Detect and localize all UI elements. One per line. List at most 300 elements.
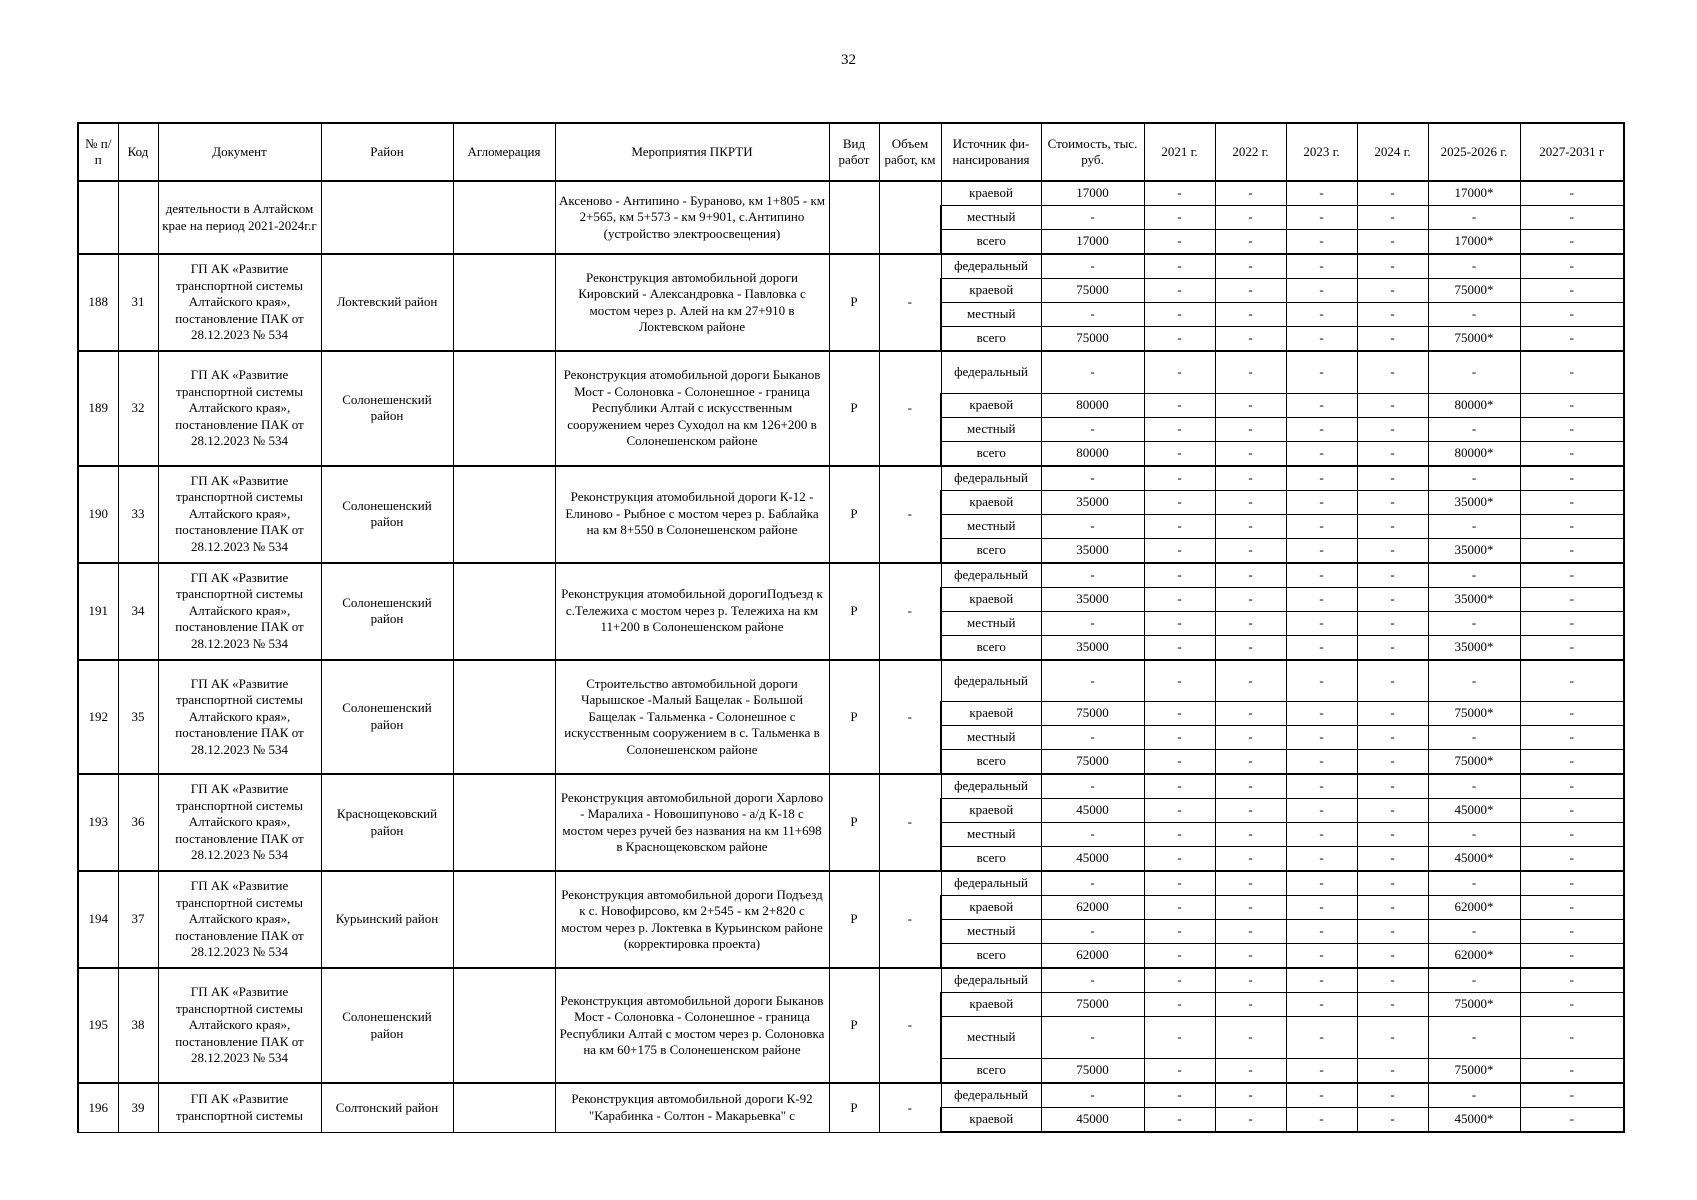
- table-row: [78, 466, 1624, 491]
- year-2022-cell: -: [1215, 750, 1286, 775]
- year-2023-cell: -: [1286, 303, 1357, 327]
- funding-source-cell: федеральный: [941, 1083, 1041, 1108]
- funding-source-cell: всего: [941, 1059, 1041, 1084]
- year-2025-2026-cell: -: [1428, 1017, 1520, 1059]
- column-header: № п/п: [78, 123, 118, 181]
- cost-cell: -: [1041, 303, 1144, 327]
- column-header: 2025-2026 г.: [1428, 123, 1520, 181]
- year-2023-cell: -: [1286, 896, 1357, 920]
- cost-cell: 75000: [1041, 993, 1144, 1017]
- volume-cell: -: [879, 968, 941, 1083]
- year-2025-2026-cell: 62000*: [1428, 944, 1520, 969]
- table-row: [78, 1083, 1624, 1108]
- row-code: 39: [118, 1083, 158, 1132]
- funding-source-cell: краевой: [941, 993, 1041, 1017]
- agglomeration-cell: [453, 254, 555, 351]
- year-2021-cell: -: [1144, 351, 1215, 393]
- table-row: [78, 968, 1624, 993]
- year-2022-cell: -: [1215, 635, 1286, 660]
- measure-cell: Реконструкция атомобильной дорогиПодъезд к с.Тележиха с мостом через р. Тележиха на км 11+200 в Солонешенском районе: [555, 563, 829, 660]
- funding-source-cell: местный: [941, 920, 1041, 944]
- row-number: [78, 181, 118, 254]
- year-2021-cell: -: [1144, 393, 1215, 417]
- year-2023-cell: -: [1286, 1083, 1357, 1108]
- year-2025-2026-cell: -: [1428, 726, 1520, 750]
- year-2024-cell: -: [1357, 1108, 1428, 1133]
- agglomeration-cell: [453, 871, 555, 968]
- row-number: 196: [78, 1083, 118, 1132]
- year-2022-cell: -: [1215, 230, 1286, 255]
- cost-cell: 62000: [1041, 896, 1144, 920]
- year-2024-cell: -: [1357, 303, 1428, 327]
- year-2022-cell: -: [1215, 660, 1286, 702]
- year-2022-cell: -: [1215, 774, 1286, 799]
- agglomeration-cell: [453, 466, 555, 563]
- year-2021-cell: -: [1144, 181, 1215, 206]
- year-2025-2026-cell: -: [1428, 920, 1520, 944]
- row-number: 188: [78, 254, 118, 351]
- year-2021-cell: -: [1144, 847, 1215, 872]
- row-number: 191: [78, 563, 118, 660]
- year-2024-cell: -: [1357, 514, 1428, 538]
- cost-cell: -: [1041, 871, 1144, 896]
- year-2025-2026-cell: -: [1428, 254, 1520, 279]
- year-2023-cell: -: [1286, 660, 1357, 702]
- column-header: Мероприятия ПКРТИ: [555, 123, 829, 181]
- column-header: Вид работ: [829, 123, 879, 181]
- year-2021-cell: -: [1144, 490, 1215, 514]
- year-2024-cell: -: [1357, 1059, 1428, 1084]
- year-2025-2026-cell: -: [1428, 774, 1520, 799]
- cost-cell: -: [1041, 920, 1144, 944]
- year-2025-2026-cell: -: [1428, 206, 1520, 230]
- cost-cell: 45000: [1041, 799, 1144, 823]
- volume-cell: [879, 181, 941, 254]
- year-2022-cell: -: [1215, 490, 1286, 514]
- year-2027-2031-cell: -: [1520, 1108, 1624, 1133]
- year-2027-2031-cell: -: [1520, 660, 1624, 702]
- year-2022-cell: -: [1215, 896, 1286, 920]
- cost-cell: -: [1041, 660, 1144, 702]
- year-2021-cell: -: [1144, 660, 1215, 702]
- table-row: [78, 563, 1624, 588]
- year-2021-cell: -: [1144, 254, 1215, 279]
- year-2027-2031-cell: -: [1520, 514, 1624, 538]
- funding-source-cell: местный: [941, 1017, 1041, 1059]
- row-number: 195: [78, 968, 118, 1083]
- year-2027-2031-cell: -: [1520, 206, 1624, 230]
- funding-source-cell: местный: [941, 206, 1041, 230]
- year-2027-2031-cell: -: [1520, 799, 1624, 823]
- year-2027-2031-cell: -: [1520, 968, 1624, 993]
- year-2024-cell: -: [1357, 230, 1428, 255]
- year-2027-2031-cell: -: [1520, 327, 1624, 352]
- year-2022-cell: -: [1215, 611, 1286, 635]
- year-2023-cell: -: [1286, 181, 1357, 206]
- year-2025-2026-cell: 75000*: [1428, 327, 1520, 352]
- funding-source-cell: краевой: [941, 490, 1041, 514]
- year-2025-2026-cell: -: [1428, 1083, 1520, 1108]
- year-2025-2026-cell: -: [1428, 417, 1520, 441]
- year-2027-2031-cell: -: [1520, 538, 1624, 563]
- year-2025-2026-cell: 75000*: [1428, 750, 1520, 775]
- document-cell: ГП АК «Развитие транспортной системы Алтайского края», постановление ПАК от 28.12.2023 № 534: [158, 660, 321, 775]
- year-2027-2031-cell: -: [1520, 393, 1624, 417]
- year-2023-cell: -: [1286, 847, 1357, 872]
- row-number: 194: [78, 871, 118, 968]
- funding-source-cell: местный: [941, 611, 1041, 635]
- funding-source-cell: федеральный: [941, 871, 1041, 896]
- year-2023-cell: -: [1286, 726, 1357, 750]
- year-2024-cell: -: [1357, 944, 1428, 969]
- funding-source-cell: федеральный: [941, 351, 1041, 393]
- year-2022-cell: -: [1215, 206, 1286, 230]
- agglomeration-cell: [453, 968, 555, 1083]
- cost-cell: 75000: [1041, 750, 1144, 775]
- year-2021-cell: -: [1144, 968, 1215, 993]
- document-cell: ГП АК «Развитие транспортной системы Алтайского края», постановление ПАК от 28.12.2023 № 534: [158, 466, 321, 563]
- year-2022-cell: -: [1215, 993, 1286, 1017]
- year-2021-cell: -: [1144, 587, 1215, 611]
- cost-cell: -: [1041, 514, 1144, 538]
- year-2021-cell: -: [1144, 635, 1215, 660]
- year-2023-cell: -: [1286, 514, 1357, 538]
- year-2023-cell: -: [1286, 351, 1357, 393]
- funding-source-cell: всего: [941, 538, 1041, 563]
- year-2021-cell: -: [1144, 441, 1215, 466]
- year-2023-cell: -: [1286, 968, 1357, 993]
- cost-cell: -: [1041, 563, 1144, 588]
- year-2021-cell: -: [1144, 417, 1215, 441]
- year-2025-2026-cell: 35000*: [1428, 587, 1520, 611]
- agglomeration-cell: [453, 181, 555, 254]
- year-2024-cell: -: [1357, 563, 1428, 588]
- agglomeration-cell: [453, 1083, 555, 1132]
- volume-cell: -: [879, 1083, 941, 1132]
- year-2022-cell: -: [1215, 181, 1286, 206]
- year-2023-cell: -: [1286, 799, 1357, 823]
- year-2021-cell: -: [1144, 920, 1215, 944]
- year-2023-cell: -: [1286, 871, 1357, 896]
- funding-source-cell: федеральный: [941, 660, 1041, 702]
- document-cell: ГП АК «Развитие транспортной системы Алтайского края», постановление ПАК от 28.12.2023 № 534: [158, 871, 321, 968]
- funding-source-cell: местный: [941, 303, 1041, 327]
- cost-cell: -: [1041, 206, 1144, 230]
- year-2027-2031-cell: -: [1520, 1059, 1624, 1084]
- year-2022-cell: -: [1215, 279, 1286, 303]
- year-2023-cell: -: [1286, 750, 1357, 775]
- year-2027-2031-cell: -: [1520, 587, 1624, 611]
- year-2022-cell: -: [1215, 1083, 1286, 1108]
- year-2022-cell: -: [1215, 417, 1286, 441]
- year-2027-2031-cell: -: [1520, 417, 1624, 441]
- funding-source-cell: местный: [941, 417, 1041, 441]
- year-2021-cell: -: [1144, 799, 1215, 823]
- year-2023-cell: -: [1286, 1108, 1357, 1133]
- year-2023-cell: -: [1286, 920, 1357, 944]
- district-cell: [321, 181, 453, 254]
- year-2024-cell: -: [1357, 254, 1428, 279]
- program-table: [77, 122, 1625, 1133]
- funding-source-cell: местный: [941, 514, 1041, 538]
- year-2023-cell: -: [1286, 279, 1357, 303]
- cost-cell: 35000: [1041, 587, 1144, 611]
- measure-cell: Реконструкция автомобильной дороги Кировский - Александровка - Павловка с мостом через р. Алей на км 27+910 в Локтевском районе: [555, 254, 829, 351]
- year-2027-2031-cell: -: [1520, 871, 1624, 896]
- cost-cell: 45000: [1041, 847, 1144, 872]
- year-2027-2031-cell: -: [1520, 181, 1624, 206]
- cost-cell: 17000: [1041, 181, 1144, 206]
- document-cell: деятельности в Алтайском крае на период 2021-2024г.г: [158, 181, 321, 254]
- cost-cell: 45000: [1041, 1108, 1144, 1133]
- year-2024-cell: -: [1357, 774, 1428, 799]
- measure-cell: Реконструкция автомобильной дороги Харлово - Маралиха - Новошипуново - а/д К-18 с мостом через ручей без названия на км 11+698 в Краснощековском районе: [555, 774, 829, 871]
- year-2023-cell: -: [1286, 441, 1357, 466]
- column-header: Источник фи-нансирования: [941, 123, 1041, 181]
- row-number: 192: [78, 660, 118, 775]
- year-2021-cell: -: [1144, 726, 1215, 750]
- year-2024-cell: -: [1357, 490, 1428, 514]
- year-2025-2026-cell: -: [1428, 611, 1520, 635]
- year-2024-cell: -: [1357, 206, 1428, 230]
- year-2023-cell: -: [1286, 702, 1357, 726]
- year-2027-2031-cell: -: [1520, 774, 1624, 799]
- document-cell: ГП АК «Развитие транспортной системы: [158, 1083, 321, 1132]
- year-2024-cell: -: [1357, 327, 1428, 352]
- year-2025-2026-cell: 45000*: [1428, 799, 1520, 823]
- funding-source-cell: федеральный: [941, 774, 1041, 799]
- year-2022-cell: -: [1215, 327, 1286, 352]
- measure-cell: Реконструкция атомобильной дороги Быканов Мост - Солоновка - Солонешное - граница Республики Алтай с искусственным сооружением через Суходол на км 126+200 в Солонешенском районе: [555, 351, 829, 466]
- cost-cell: -: [1041, 968, 1144, 993]
- year-2024-cell: -: [1357, 441, 1428, 466]
- year-2025-2026-cell: 35000*: [1428, 490, 1520, 514]
- funding-source-cell: всего: [941, 230, 1041, 255]
- row-code: 38: [118, 968, 158, 1083]
- row-code: 35: [118, 660, 158, 775]
- funding-source-cell: всего: [941, 750, 1041, 775]
- measure-cell: Реконструкция автомобильной дороги Подъезд к с. Новофирсово, км 2+545 - км 2+820 с мостом через р. Локтевка в Курьинском районе (корректировка проекта): [555, 871, 829, 968]
- year-2021-cell: -: [1144, 538, 1215, 563]
- document-cell: ГП АК «Развитие транспортной системы Алтайского края», постановление ПАК от 28.12.2023 № 534: [158, 351, 321, 466]
- year-2022-cell: -: [1215, 254, 1286, 279]
- column-header: 2027-2031 г: [1520, 123, 1624, 181]
- column-header: Агломерация: [453, 123, 555, 181]
- work-type-cell: Р: [829, 466, 879, 563]
- district-cell: Курьинский район: [321, 871, 453, 968]
- cost-cell: 17000: [1041, 230, 1144, 255]
- table-row: [78, 871, 1624, 896]
- year-2021-cell: -: [1144, 944, 1215, 969]
- row-code: 37: [118, 871, 158, 968]
- document-cell: ГП АК «Развитие транспортной системы Алтайского края», постановление ПАК от 28.12.2023 № 534: [158, 254, 321, 351]
- table-row: [78, 181, 1624, 206]
- year-2024-cell: -: [1357, 660, 1428, 702]
- year-2023-cell: -: [1286, 490, 1357, 514]
- volume-cell: -: [879, 660, 941, 775]
- year-2025-2026-cell: 75000*: [1428, 702, 1520, 726]
- year-2024-cell: -: [1357, 466, 1428, 491]
- year-2027-2031-cell: -: [1520, 279, 1624, 303]
- district-cell: Солонешенский район: [321, 563, 453, 660]
- year-2023-cell: -: [1286, 417, 1357, 441]
- year-2025-2026-cell: -: [1428, 823, 1520, 847]
- year-2025-2026-cell: -: [1428, 871, 1520, 896]
- year-2025-2026-cell: -: [1428, 660, 1520, 702]
- year-2021-cell: -: [1144, 774, 1215, 799]
- measure-cell: Аксеново - Антипино - Бураново, км 1+805 - км 2+565, км 5+573 - км 9+901, с.Антипино (устройство электроосвещения): [555, 181, 829, 254]
- volume-cell: -: [879, 351, 941, 466]
- year-2027-2031-cell: -: [1520, 254, 1624, 279]
- work-type-cell: Р: [829, 1083, 879, 1132]
- year-2027-2031-cell: -: [1520, 303, 1624, 327]
- work-type-cell: Р: [829, 254, 879, 351]
- measure-cell: Реконструкция автомобильной дороги К-92 "Карабинка - Солтон - Макарьевка" с: [555, 1083, 829, 1132]
- year-2023-cell: -: [1286, 993, 1357, 1017]
- year-2024-cell: -: [1357, 538, 1428, 563]
- year-2021-cell: -: [1144, 206, 1215, 230]
- year-2021-cell: -: [1144, 563, 1215, 588]
- year-2024-cell: -: [1357, 417, 1428, 441]
- year-2023-cell: -: [1286, 538, 1357, 563]
- year-2023-cell: -: [1286, 611, 1357, 635]
- year-2025-2026-cell: 75000*: [1428, 279, 1520, 303]
- row-code: 31: [118, 254, 158, 351]
- funding-source-cell: краевой: [941, 587, 1041, 611]
- table-row: [78, 774, 1624, 799]
- year-2022-cell: -: [1215, 303, 1286, 327]
- funding-source-cell: федеральный: [941, 466, 1041, 491]
- row-number: 190: [78, 466, 118, 563]
- funding-source-cell: федеральный: [941, 563, 1041, 588]
- year-2022-cell: -: [1215, 702, 1286, 726]
- column-header: 2024 г.: [1357, 123, 1428, 181]
- year-2023-cell: -: [1286, 587, 1357, 611]
- funding-source-cell: местный: [941, 823, 1041, 847]
- year-2021-cell: -: [1144, 303, 1215, 327]
- year-2024-cell: -: [1357, 968, 1428, 993]
- year-2024-cell: -: [1357, 181, 1428, 206]
- year-2024-cell: -: [1357, 702, 1428, 726]
- year-2027-2031-cell: -: [1520, 1083, 1624, 1108]
- year-2021-cell: -: [1144, 1108, 1215, 1133]
- district-cell: Солонешенский район: [321, 466, 453, 563]
- column-header: 2023 г.: [1286, 123, 1357, 181]
- year-2023-cell: -: [1286, 774, 1357, 799]
- column-header: Документ: [158, 123, 321, 181]
- year-2027-2031-cell: -: [1520, 993, 1624, 1017]
- measure-cell: Реконструкция автомобильной дороги Быканов Мост - Солоновка - Солонешное - граница Республики Алтай с мостом через р. Солоновка на км 60+175 в Солонешенском районе: [555, 968, 829, 1083]
- year-2021-cell: -: [1144, 1059, 1215, 1084]
- year-2023-cell: -: [1286, 823, 1357, 847]
- cost-cell: -: [1041, 417, 1144, 441]
- work-type-cell: Р: [829, 351, 879, 466]
- year-2022-cell: -: [1215, 799, 1286, 823]
- year-2025-2026-cell: -: [1428, 563, 1520, 588]
- row-code: [118, 181, 158, 254]
- table-row: [78, 351, 1624, 393]
- funding-source-cell: всего: [941, 441, 1041, 466]
- year-2024-cell: -: [1357, 587, 1428, 611]
- funding-source-cell: краевой: [941, 279, 1041, 303]
- cost-cell: -: [1041, 351, 1144, 393]
- year-2024-cell: -: [1357, 393, 1428, 417]
- document-cell: ГП АК «Развитие транспортной системы Алтайского края», постановление ПАК от 28.12.2023 № 534: [158, 968, 321, 1083]
- table-body: [78, 181, 1624, 1132]
- year-2022-cell: -: [1215, 514, 1286, 538]
- year-2024-cell: -: [1357, 993, 1428, 1017]
- funding-source-cell: федеральный: [941, 968, 1041, 993]
- funding-source-cell: краевой: [941, 181, 1041, 206]
- row-code: 34: [118, 563, 158, 660]
- document-cell: ГП АК «Развитие транспортной системы Алтайского края», постановление ПАК от 28.12.2023 № 534: [158, 563, 321, 660]
- work-type-cell: Р: [829, 774, 879, 871]
- cost-cell: 80000: [1041, 393, 1144, 417]
- column-header: Район: [321, 123, 453, 181]
- year-2021-cell: -: [1144, 1083, 1215, 1108]
- year-2024-cell: -: [1357, 823, 1428, 847]
- year-2027-2031-cell: -: [1520, 920, 1624, 944]
- cost-cell: 35000: [1041, 538, 1144, 563]
- row-code: 33: [118, 466, 158, 563]
- funding-source-cell: краевой: [941, 393, 1041, 417]
- year-2021-cell: -: [1144, 279, 1215, 303]
- year-2027-2031-cell: -: [1520, 230, 1624, 255]
- work-type-cell: Р: [829, 563, 879, 660]
- cost-cell: 75000: [1041, 327, 1144, 352]
- work-type-cell: Р: [829, 660, 879, 775]
- funding-source-cell: краевой: [941, 1108, 1041, 1133]
- year-2027-2031-cell: -: [1520, 1017, 1624, 1059]
- year-2024-cell: -: [1357, 611, 1428, 635]
- agglomeration-cell: [453, 660, 555, 775]
- volume-cell: -: [879, 254, 941, 351]
- column-header: Код: [118, 123, 158, 181]
- year-2022-cell: -: [1215, 587, 1286, 611]
- cost-cell: -: [1041, 1083, 1144, 1108]
- district-cell: Солонешенский район: [321, 968, 453, 1083]
- year-2027-2031-cell: -: [1520, 944, 1624, 969]
- column-header: Объем работ, км: [879, 123, 941, 181]
- column-header: 2021 г.: [1144, 123, 1215, 181]
- year-2021-cell: -: [1144, 896, 1215, 920]
- year-2022-cell: -: [1215, 351, 1286, 393]
- funding-source-cell: краевой: [941, 702, 1041, 726]
- year-2027-2031-cell: -: [1520, 823, 1624, 847]
- year-2025-2026-cell: -: [1428, 351, 1520, 393]
- year-2021-cell: -: [1144, 611, 1215, 635]
- year-2025-2026-cell: 80000*: [1428, 441, 1520, 466]
- year-2022-cell: -: [1215, 920, 1286, 944]
- cost-cell: 75000: [1041, 279, 1144, 303]
- year-2024-cell: -: [1357, 750, 1428, 775]
- cost-cell: 80000: [1041, 441, 1144, 466]
- year-2025-2026-cell: 75000*: [1428, 993, 1520, 1017]
- year-2027-2031-cell: -: [1520, 563, 1624, 588]
- year-2024-cell: -: [1357, 871, 1428, 896]
- funding-source-cell: краевой: [941, 896, 1041, 920]
- year-2023-cell: -: [1286, 230, 1357, 255]
- work-type-cell: Р: [829, 968, 879, 1083]
- funding-source-cell: всего: [941, 944, 1041, 969]
- year-2025-2026-cell: -: [1428, 466, 1520, 491]
- year-2022-cell: -: [1215, 823, 1286, 847]
- agglomeration-cell: [453, 563, 555, 660]
- volume-cell: -: [879, 774, 941, 871]
- cost-cell: 75000: [1041, 1059, 1144, 1084]
- year-2024-cell: -: [1357, 1017, 1428, 1059]
- year-2024-cell: -: [1357, 799, 1428, 823]
